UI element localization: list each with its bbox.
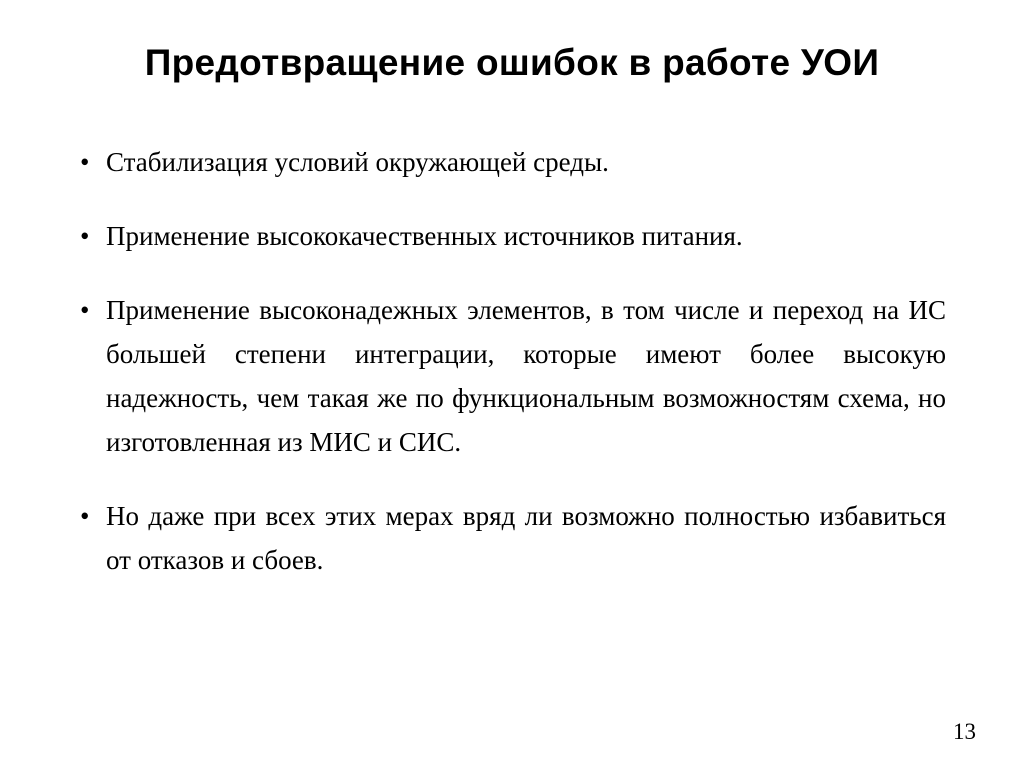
list-item-text: Применение высококачественных источников питания. (106, 221, 743, 251)
bullet-icon: • (80, 295, 90, 325)
list-item-text: Стабилизация условий окружающей среды. (106, 147, 609, 177)
list-item (80, 140, 946, 184)
list-item (80, 214, 946, 258)
bullet-icon: • (80, 147, 90, 177)
list-item-text: Применение высоконадежных элементов, в том числе и переход на ИС большей степени интеграции, которые имеют более высокую надежность, чем такая же по функциональным возможностям схема, но изготовленная из МИС и СИС. (106, 295, 946, 457)
bullet-icon: • (80, 221, 90, 251)
page-number: 13 (953, 719, 976, 744)
page-title: Предотвращение ошибок в работе УОИ (144, 42, 880, 83)
list-item (80, 288, 946, 464)
list-item (80, 494, 946, 582)
bullet-icon: • (80, 501, 90, 531)
list-item-text: Но даже при всех этих мерах вряд ли возможно полностью избавиться от отказов и сбоев. (106, 501, 946, 575)
bullet-list (80, 140, 946, 582)
